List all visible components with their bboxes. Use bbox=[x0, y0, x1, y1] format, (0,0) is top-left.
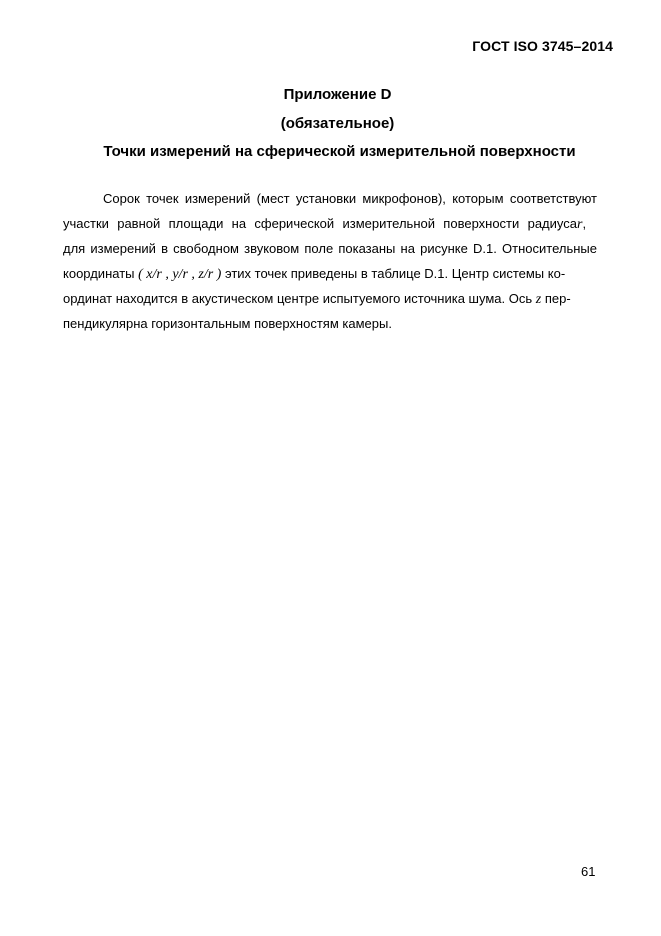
radius-symbol: r bbox=[577, 217, 583, 232]
paragraph-line-5 bbox=[63, 291, 597, 308]
page-number: 61 bbox=[581, 864, 596, 879]
relative-coordinates-formula: ( x/r , y/r , z/r ) bbox=[138, 267, 222, 282]
document-code-header: ГОСТ ISO 3745–2014 bbox=[472, 38, 613, 54]
paragraph-line-2 bbox=[63, 216, 597, 233]
paragraph-line-4 bbox=[63, 266, 597, 283]
comma: , bbox=[582, 216, 587, 231]
line-5-text: ординат находится в акустическом центре испытуемого источника шума. Ось bbox=[63, 291, 533, 306]
line-4-suffix: этих точек приведены в таблице D.1. Центр системы ко- bbox=[224, 266, 566, 281]
axis-symbol: z bbox=[535, 292, 542, 307]
annex-title: Точки измерений на сферической измерительной поверхности bbox=[103, 143, 576, 160]
line-2-text: участки равной площади на сферической измерительной поверхности радиуса bbox=[63, 216, 577, 231]
line-4-prefix: координаты bbox=[63, 266, 135, 281]
line-5-hyphen: пер- bbox=[544, 291, 571, 306]
paragraph-line-1: Сорок точек измерений (мест установки микрофонов), которым соответствуют bbox=[103, 191, 597, 206]
paragraph-line-6: пендикулярна горизонтальным поверхностям камеры. bbox=[63, 316, 392, 331]
annex-status: (обязательное) bbox=[280, 115, 395, 132]
annex-label: Приложение D bbox=[283, 86, 392, 103]
paragraph-line-3: для измерений в свободном звуковом поле показаны на рисунке D.1. Относительные bbox=[63, 241, 597, 256]
